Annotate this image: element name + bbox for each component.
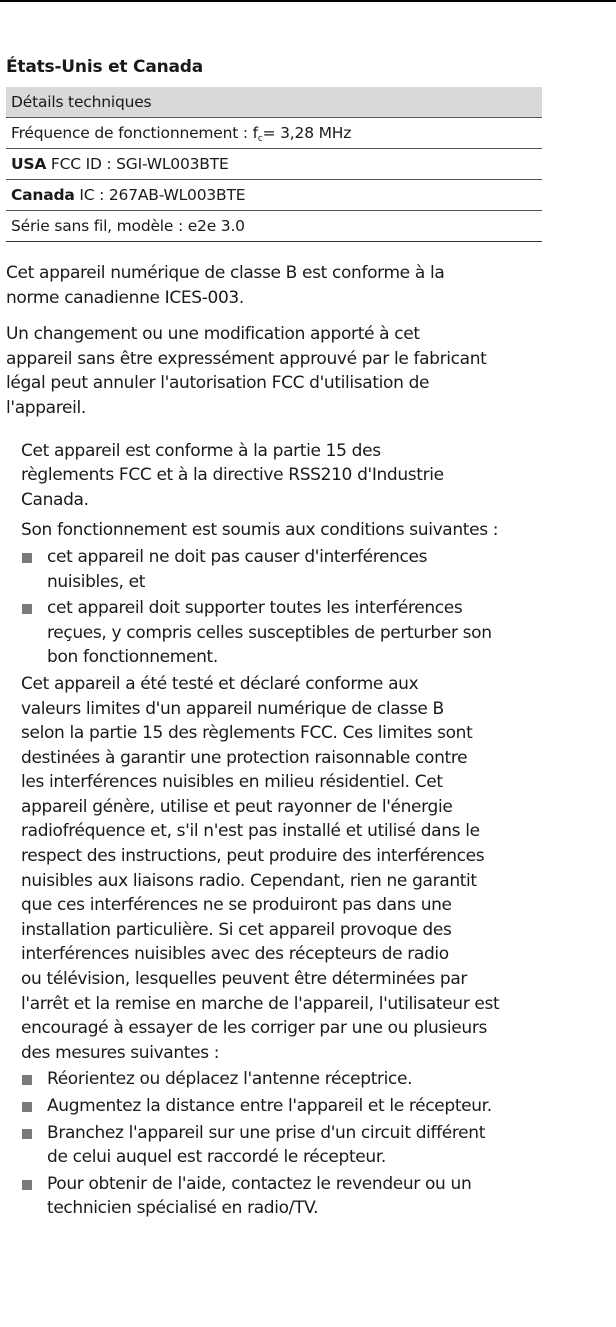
text-line: nuisibles, et xyxy=(47,571,146,592)
text-line: bon fonctionnement. xyxy=(47,647,218,668)
ic-cell xyxy=(6,180,542,211)
table-header-row xyxy=(6,87,542,118)
table-row-fcc xyxy=(6,149,542,180)
fcc-cell xyxy=(6,149,542,180)
frequency-subscript: c xyxy=(257,134,263,144)
ices-paragraph xyxy=(6,261,566,310)
text-line: l'appareil. xyxy=(6,397,86,418)
section-heading: États-Unis et Canada xyxy=(6,57,204,77)
text-line: Branchez l'appareil sur une prise d'un circuit différent xyxy=(47,1122,486,1143)
text-line: appareil sans être expressément approuvé par le fabricant xyxy=(6,348,487,369)
table-row-series xyxy=(6,211,542,242)
measures-list xyxy=(21,1067,566,1221)
square-bullet-icon xyxy=(22,604,32,614)
fcc-value: FCC ID : SGI-WL003BTE xyxy=(46,155,229,173)
table-header-cell: Détails techniques xyxy=(6,87,542,118)
text-line: technicien spécialisé en radio/TV. xyxy=(47,1198,319,1219)
text-line: reçues, y compris celles susceptibles de perturber son xyxy=(47,622,492,643)
text-line: appareil génère, utilise et peut rayonner de l'énergie xyxy=(21,796,453,817)
modification-paragraph xyxy=(6,322,566,420)
text-line: Cet appareil numérique de classe B est conforme à la xyxy=(6,263,445,283)
text-line: selon la partie 15 des règlements FCC. Ces limites sont xyxy=(21,723,473,744)
list-item xyxy=(21,596,566,670)
text-line: de celui auquel est raccordé le récepteur. xyxy=(47,1147,386,1168)
text-line: cet appareil doit supporter toutes les interférences xyxy=(47,598,463,619)
square-bullet-icon xyxy=(22,1129,32,1139)
text-line: Pour obtenir de l'aide, contactez le revendeur ou un xyxy=(47,1173,472,1194)
text-line: Réorientez ou déplacez l'antenne réceptrice. xyxy=(47,1069,413,1090)
ic-value: IC : 267AB-WL003BTE xyxy=(74,186,246,204)
fcc-label: USA xyxy=(11,155,47,173)
text-line: encouragé à essayer de les corriger par une ou plusieurs xyxy=(21,1018,487,1039)
text-line: règlements FCC et à la directive RSS210 d'Industrie xyxy=(21,465,444,486)
text-line: interférences nuisibles avec des récepteurs de radio xyxy=(21,944,449,965)
list-item xyxy=(21,1121,566,1170)
list-item xyxy=(21,545,566,594)
text-line: Cet appareil a été testé et déclaré conforme aux xyxy=(21,673,419,694)
square-bullet-icon xyxy=(22,1180,32,1190)
part15-paragraph xyxy=(21,439,566,513)
text-line: des mesures suivantes : xyxy=(21,1042,220,1063)
text-line: cet appareil ne doit pas causer d'interférences xyxy=(47,546,428,567)
list-item xyxy=(21,1172,566,1221)
text-line: Augmentez la distance entre l'appareil et le récepteur. xyxy=(47,1096,492,1116)
table-row-ic xyxy=(6,180,542,211)
frequency-cell xyxy=(6,118,542,149)
conditions-intro: Son fonctionnement est soumis aux conditions suivantes : xyxy=(21,520,499,541)
table-row-frequency xyxy=(6,118,542,149)
text-line: radiofréquence et, s'il n'est pas installé et utilisé dans le xyxy=(21,821,480,842)
text-line: Cet appareil est conforme à la partie 15 des xyxy=(21,440,381,461)
tested-paragraph xyxy=(21,672,566,1066)
text-line: valeurs limites d'un appareil numérique de classe B xyxy=(21,698,444,719)
text-line: que ces interférences ne se produiront pas dans une xyxy=(21,895,452,916)
top-rule xyxy=(0,0,616,2)
frequency-label: Fréquence de fonctionnement : f xyxy=(11,124,258,142)
square-bullet-icon xyxy=(22,1102,32,1112)
text-line: ou télévision, lesquelles peuvent être déterminées par xyxy=(21,969,468,990)
text-line: destinées à garantir une protection raisonnable contre xyxy=(21,747,468,768)
list-item xyxy=(21,1094,566,1119)
technical-details-table xyxy=(6,87,542,242)
text-line: légal peut annuler l'autorisation FCC d'utilisation de xyxy=(6,373,430,394)
square-bullet-icon xyxy=(22,1075,32,1085)
list-item xyxy=(21,1067,566,1092)
frequency-value: = 3,28 MHz xyxy=(262,124,352,142)
text-line: respect des instructions, peut produire des interférences xyxy=(21,846,485,867)
series-cell: Série sans fil, modèle : e2e 3.0 xyxy=(6,211,542,242)
text-line: installation particulière. Si cet appareil provoque des xyxy=(21,919,452,940)
text-line: les interférences nuisibles en milieu résidentiel. Cet xyxy=(21,772,443,793)
text-line: nuisibles aux liaisons radio. Cependant, rien ne garantit xyxy=(21,870,477,891)
document-page xyxy=(6,56,566,1221)
square-bullet-icon xyxy=(22,553,32,563)
text-line: l'arrêt et la remise en marche de l'appareil, l'utilisateur est xyxy=(21,993,500,1014)
text-line: Canada. xyxy=(21,489,89,510)
compliance-block xyxy=(21,439,566,1221)
text-line: Un changement ou une modification apporté à cet xyxy=(6,324,420,345)
text-line: norme canadienne ICES-003. xyxy=(6,287,244,308)
ic-label: Canada xyxy=(11,186,75,204)
conditions-list xyxy=(21,545,566,670)
